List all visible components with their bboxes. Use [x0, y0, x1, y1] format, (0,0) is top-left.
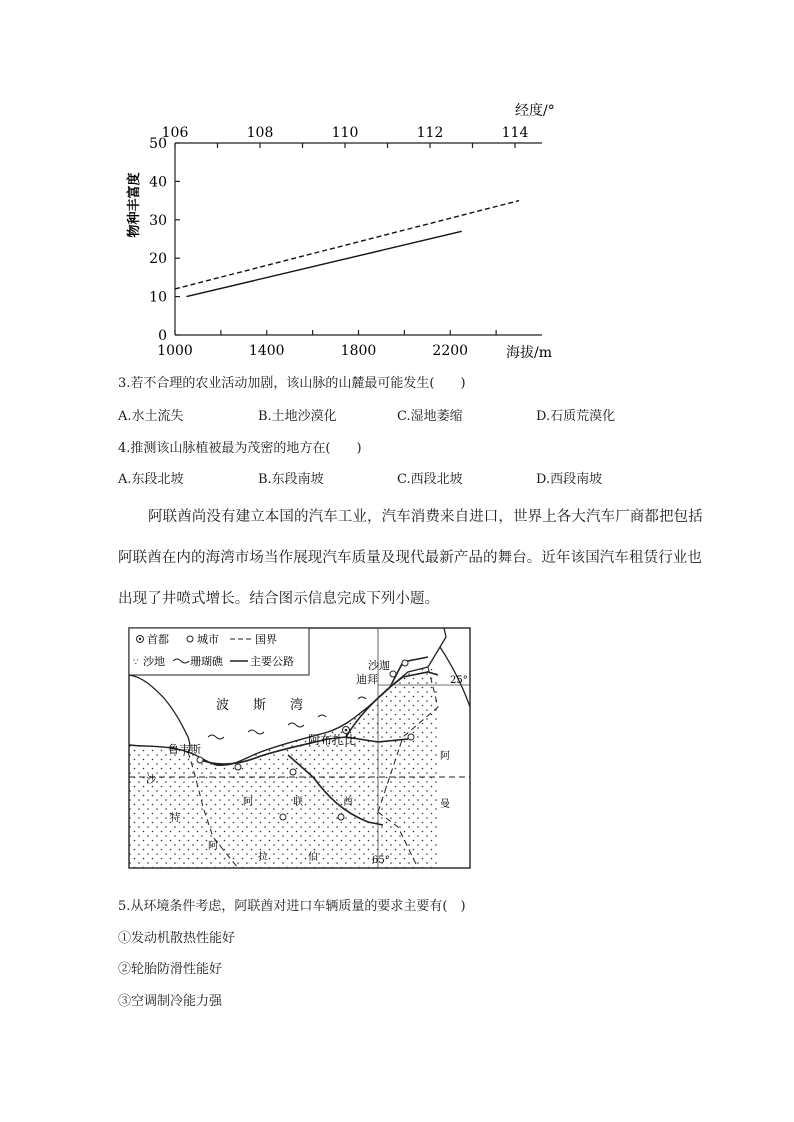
legend-capital-icon-dot	[139, 638, 141, 640]
city-marker	[408, 734, 414, 740]
lon-label: 65°	[372, 855, 390, 866]
passage-line-1: 阿联酋尚没有建立本国的汽车工业，汽车消费来自进口，世界上各大汽车厂商都把包括	[148, 509, 703, 525]
q4-option-b: B.东段南坡	[258, 472, 324, 487]
country-label-1: 阿	[243, 797, 253, 808]
y-tick-label: 40	[149, 174, 167, 191]
dubai-label: 迪拜	[356, 673, 378, 686]
species-richness-chart	[110, 95, 570, 370]
x-tick-label: 1400	[248, 343, 285, 359]
ruwais-label: 鲁韦斯	[168, 743, 201, 756]
y-tick-label: 30	[149, 212, 167, 229]
top-axis-label: 经度/°	[515, 103, 555, 119]
saudi-bottom-label-3: 伯	[308, 852, 318, 863]
top-tick-label: 106	[161, 125, 189, 141]
capital-label: 阿布扎比	[308, 733, 357, 747]
saudi-left-label-2: 特	[170, 813, 180, 824]
gulf-label-3: 湾	[290, 698, 304, 713]
legend-road-label: 主要公路	[250, 655, 294, 668]
legend-border-label: 国界	[255, 633, 277, 646]
legend-city-icon	[187, 636, 193, 642]
top-tick-label: 112	[416, 125, 444, 141]
x-tick-label: 2200	[432, 343, 469, 359]
q5-item-1: ①发动机散热性能好	[118, 931, 236, 946]
top-tick-label: 108	[246, 125, 274, 141]
capital-marker-dot	[345, 729, 348, 732]
top-tick-label: 114	[501, 125, 529, 141]
q5-item-2: ②轮胎防滑性能好	[118, 962, 223, 977]
q3-option-b: B.土地沙漠化	[258, 409, 337, 424]
uae-map	[128, 627, 472, 870]
q5-item-3: ③空调制冷能力强	[118, 994, 223, 1009]
passage-line-2: 阿联酋在内的海湾市场当作展现汽车质量及现代最新产品的舞台。近年该国汽车租赁行业也	[118, 550, 702, 566]
y-tick-label: 20	[149, 251, 167, 268]
city-marker	[235, 764, 241, 770]
dashed-series-line	[175, 201, 519, 289]
country-label-3: 酋	[343, 797, 353, 808]
q3-option-c: C.湿地萎缩	[397, 409, 463, 424]
saudi-left-label-1: 沙	[146, 775, 156, 786]
saudi-bottom-label-2: 拉	[258, 852, 268, 863]
city-marker	[390, 671, 396, 677]
city-marker	[338, 814, 344, 820]
q4-option-c: C.西段北坡	[397, 472, 463, 487]
y-tick-label: 0	[158, 328, 167, 344]
question-4-stem: 4.推测该山脉植被最为茂密的地方在( )	[118, 441, 362, 456]
gulf-label-1: 波	[216, 698, 230, 713]
legend-capital-label: 首都	[147, 633, 169, 646]
sharjah-label: 沙迦	[368, 659, 390, 672]
question-3-stem: 3.若不合理的农业活动加剧，该山脉的山麓最可能发生( )	[118, 376, 466, 391]
y-tick-label: 50	[149, 136, 167, 152]
y-tick-label: 10	[149, 289, 167, 306]
saudi-bottom-label-1: 阿	[208, 841, 218, 852]
gulf-label-2: 斯	[253, 698, 267, 713]
city-marker	[197, 757, 203, 763]
x-tick-label: 1800	[340, 343, 377, 359]
oman-label-1: 阿	[440, 751, 450, 762]
solid-series-line	[186, 231, 461, 296]
legend-coral-label: 珊瑚礁	[190, 655, 223, 668]
x-axis-label: 海拔/m	[506, 345, 552, 361]
oman-label-2: 曼	[440, 799, 450, 810]
legend-sand-icon: ∵	[133, 658, 139, 668]
top-tick-label: 110	[331, 125, 359, 141]
q3-option-d: D.石质荒漠化	[536, 409, 616, 424]
q4-option-a: A.东段北坡	[118, 472, 184, 487]
y-axis-label: 物种丰富度	[127, 172, 142, 238]
x-tick-label: 1000	[157, 343, 193, 359]
passage-line-3: 出现了井喷式增长。结合图示信息完成下列小题。	[118, 591, 440, 607]
city-marker	[290, 769, 296, 775]
legend-city-label: 城市	[197, 633, 219, 646]
question-5-stem: 5.从环境条件考虑，阿联酋对进口车辆质量的要求主要有( )	[118, 899, 466, 914]
q4-option-d: D.西段南坡	[536, 472, 603, 487]
country-label-2: 联	[293, 797, 303, 808]
city-marker	[402, 660, 408, 666]
legend-sand-label: 沙地	[143, 655, 165, 668]
lat-label: 25°	[450, 675, 468, 686]
city-marker	[280, 814, 286, 820]
q3-option-a: A.水土流失	[118, 409, 184, 424]
